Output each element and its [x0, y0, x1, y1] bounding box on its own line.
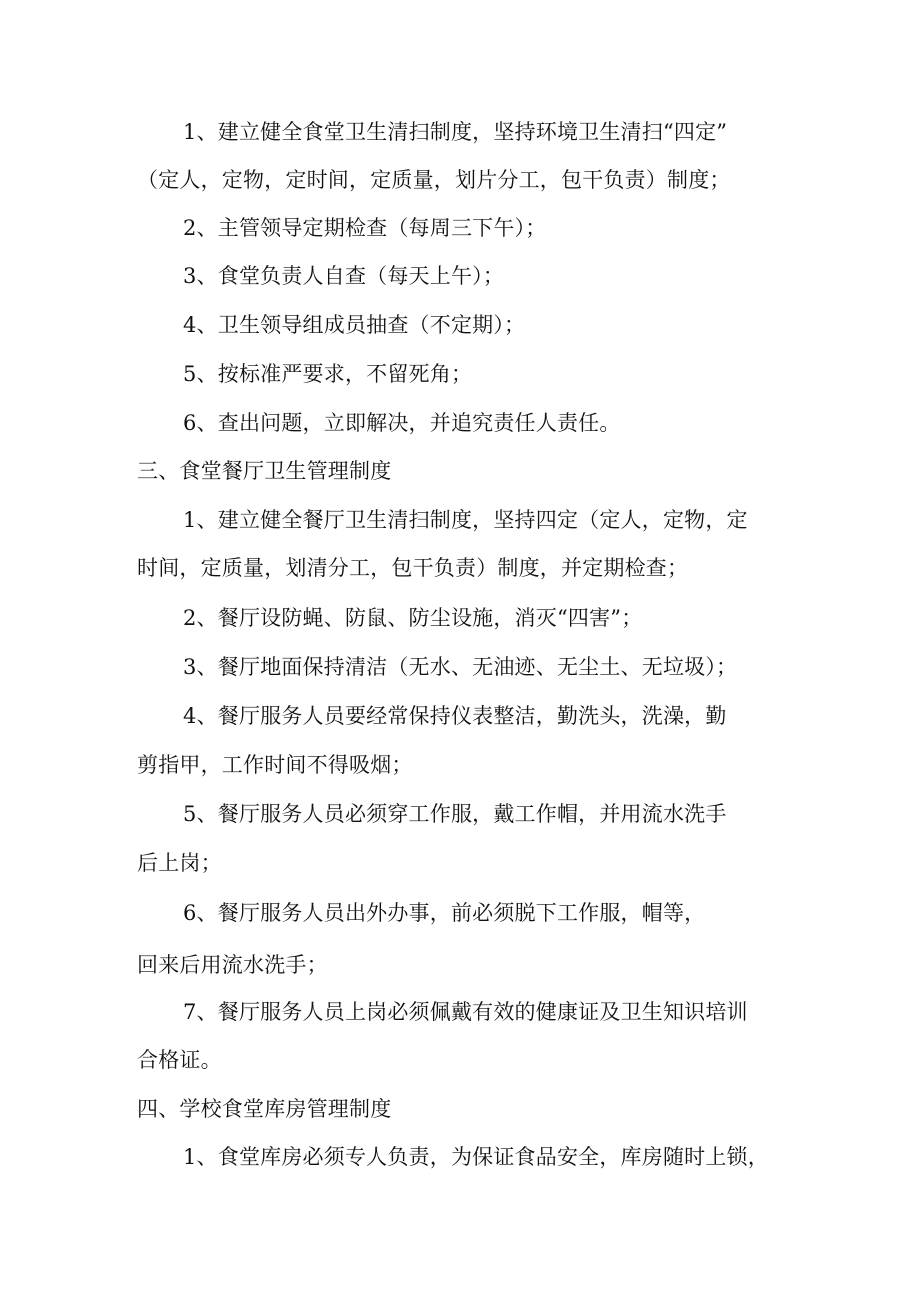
text-line: 6、查出问题，立即解决，并追究责任人责任。	[183, 411, 621, 435]
text-line: 1、建立健全食堂卫生清扫制度，坚持环境卫生清扫“四定”	[183, 120, 728, 144]
section-heading: 三、食堂餐厅卫生管理制度	[137, 459, 392, 483]
text-line: 4、餐厅服务人员要经常保持仪表整洁，勤洗头，洗澡，勤	[183, 704, 727, 728]
section-heading: 四、学校食堂库房管理制度	[137, 1097, 392, 1121]
text-line: 1、食堂库房必须专人负责，为保证食品安全，库房随时上锁，	[183, 1145, 769, 1169]
text-line: 2、餐厅设防蝇、防鼠、防尘设施，消灭“四害”；	[183, 606, 643, 630]
text-line: 6、餐厅服务人员出外办事，前必须脱下工作服，帽等，	[183, 901, 706, 925]
text-line: 回来后用流水洗手；	[137, 953, 328, 977]
text-line: 3、餐厅地面保持清洁（无水、无油迹、无尘土、无垃圾）；	[183, 655, 738, 679]
text-line: 合格证。	[137, 1048, 222, 1072]
text-line: 7、餐厅服务人员上岗必须佩戴有效的健康证及卫生知识培训	[183, 1000, 748, 1024]
text-line: 4、卫生领导组成员抽查（不定期）；	[183, 313, 526, 337]
text-line: 剪指甲，工作时间不得吸烟；	[137, 753, 413, 777]
text-line: 3、食堂负责人自查（每天上午）；	[183, 264, 505, 288]
text-line: 时间，定质量，划清分工，包干负责）制度，并定期检查；	[137, 556, 689, 580]
text-line: 后上岗；	[137, 851, 222, 875]
text-line: 5、按标准严要求，不留死角；	[183, 362, 473, 386]
text-line: （定人，定物，定时间，定质量，划片分工，包干负责）制度；	[137, 168, 731, 192]
text-line: 1、建立健全餐厅卫生清扫制度，坚持四定（定人，定物，定	[183, 508, 748, 532]
text-line: 2、主管领导定期检查（每周三下午）；	[183, 216, 547, 240]
text-line: 5、餐厅服务人员必须穿工作服，戴工作帽，并用流水洗手	[183, 802, 727, 826]
